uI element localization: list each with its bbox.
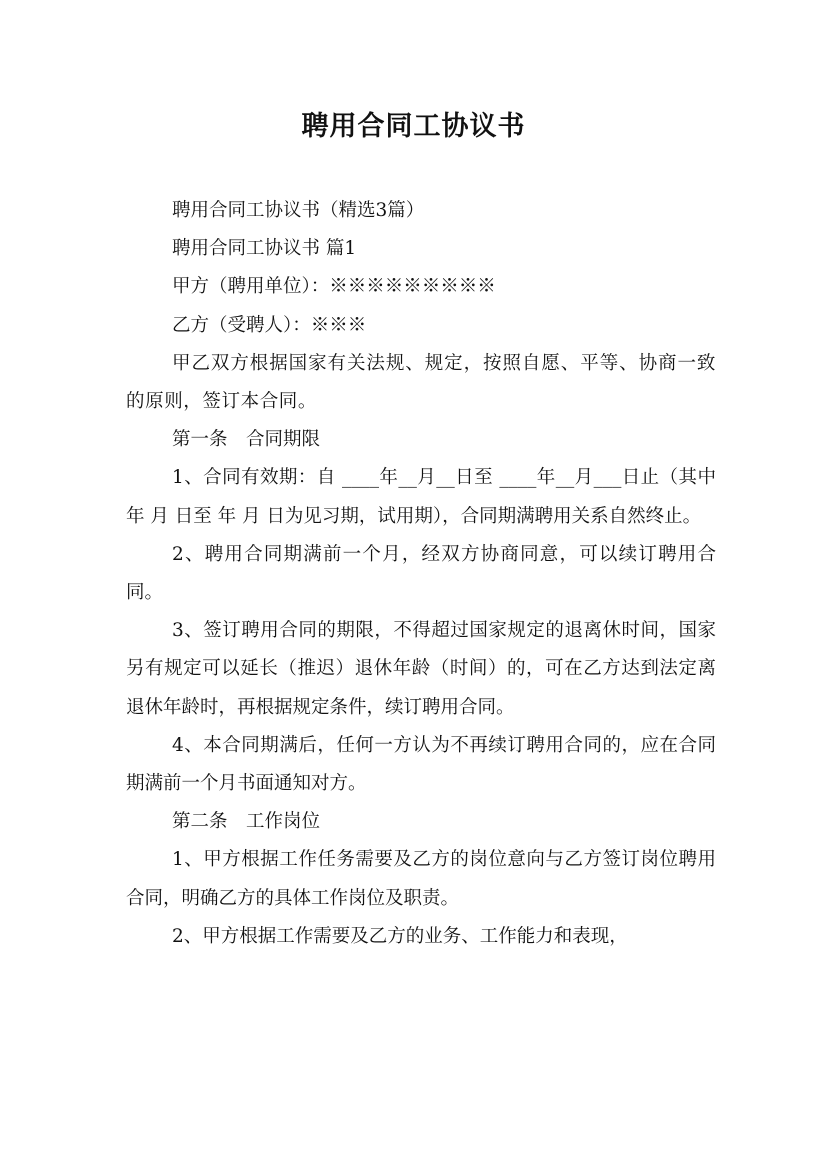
article-1-item-2: 2、聘用合同期满前一个月，经双方协商同意，可以续订聘用合同。 <box>126 543 716 604</box>
subtitle-paragraph: 聘用合同工协议书（精选3篇） <box>172 200 425 221</box>
intro-paragraph: 甲乙双方根据国家有关法规、规定，按照自愿、平等、协商一致的原则，签订本合同。 <box>126 352 716 413</box>
article-1-item-3: 3、签订聘用合同的期限，不得超过国家规定的退离休时间，国家另有规定可以延长（推迟）退休年龄（时间）的，可在乙方达到法定离退休年龄时，再根据规定条件，续订聘用合同。 <box>126 620 716 718</box>
party-b-line: 乙方（受聘人）：※※※ <box>172 314 367 336</box>
article-2-item-2: 2、甲方根据工作需要及乙方的业务、工作能力和表现， <box>172 925 628 947</box>
article-2-item-1: 1、甲方根据工作任务需要及乙方的岗位意向与乙方签订岗位聘用合同，明确乙方的具体工作岗位及职责。 <box>126 849 716 909</box>
document-title: 聘用合同工协议书 <box>301 111 526 142</box>
article-1-item-1: 1、合同有效期：自 ____年__月__日至 ____年__月___日止（其中 年 月 日至 年 月 日为见习期，试用期），合同期满聘用关系自然终止。 <box>126 467 716 527</box>
party-a-line: 甲方（聘用单位）：※※※※※※※※※ <box>172 276 496 298</box>
section-heading: 聘用合同工协议书 篇1 <box>172 238 357 260</box>
article-1-heading: 第一条 合同期限 <box>172 429 321 451</box>
document-body <box>126 192 716 956</box>
article-2-heading: 第二条 工作岗位 <box>172 811 321 833</box>
article-1-item-4: 4、本合同期满后，任何一方认为不再续订聘用合同的，应在合同期满前一个月书面通知对方。 <box>126 734 716 795</box>
